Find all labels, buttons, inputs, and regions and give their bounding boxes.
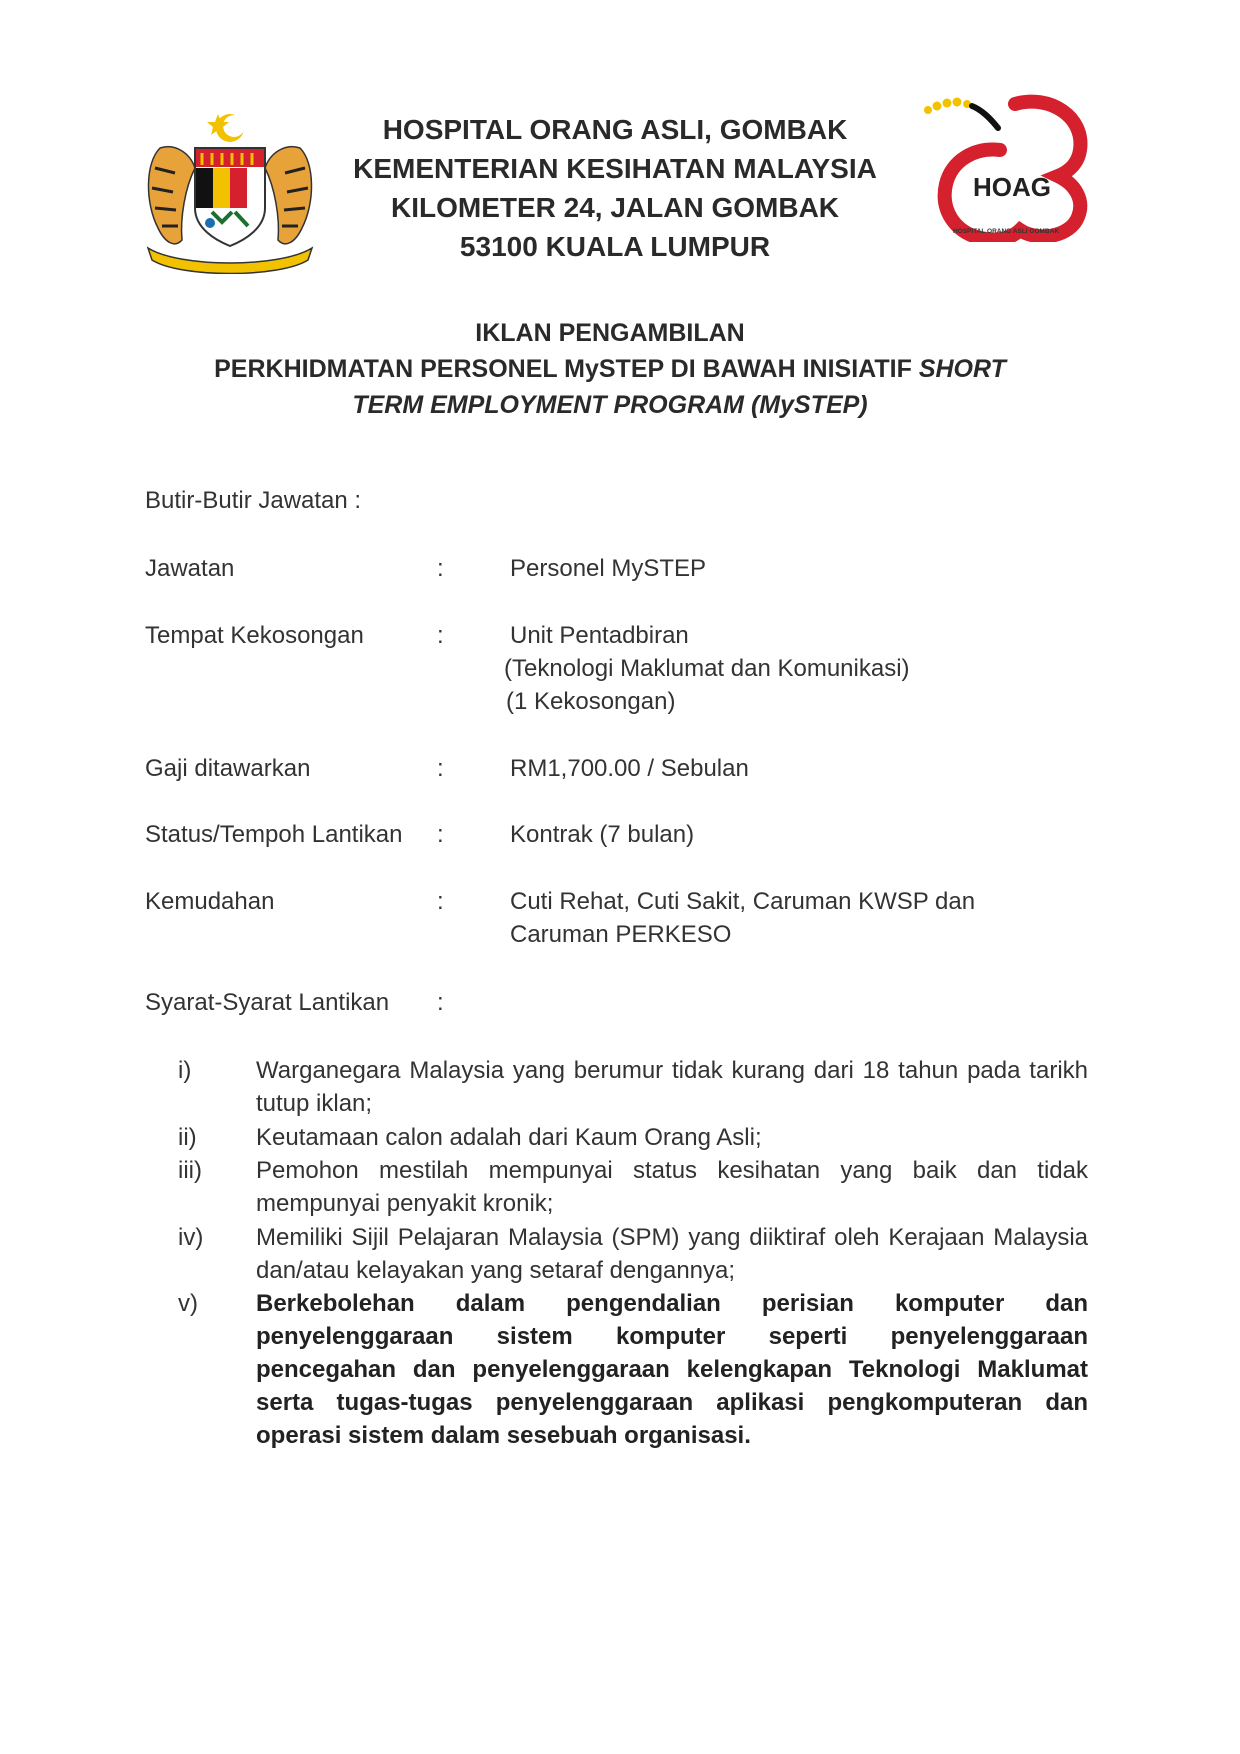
ministry-name: KEMENTERIAN KESIHATAN MALAYSIA xyxy=(353,153,877,184)
motto-ribbon xyxy=(148,248,312,274)
detail-label: Status/Tempoh Lantikan xyxy=(145,821,403,848)
detail-colon: : xyxy=(437,555,444,582)
detail-colon: : xyxy=(437,821,444,848)
detail-value-line: Personel MySTEP xyxy=(510,555,707,582)
hospital-name: HOSPITAL ORANG ASLI, GOMBAK xyxy=(382,114,848,145)
hoag-caption: HOSPITAL ORANG ASLI GOMBAK xyxy=(952,228,1060,235)
hospital-address-header xyxy=(330,110,900,266)
detail-value xyxy=(504,619,1110,718)
coat-of-arms-logo xyxy=(140,108,320,274)
detail-label: Gaji ditawarkan xyxy=(145,755,311,782)
detail-value-line: (Teknologi Maklumat dan Komunikasi) xyxy=(504,655,910,682)
detail-label: Tempat Kekosongan xyxy=(145,622,364,649)
title-line-2-main: PERKHIDMATAN PERSONEL MySTEP DI BAWAH INISIATIF xyxy=(214,355,919,383)
title-line-3: TERM EMPLOYMENT PROGRAM (MySTEP) xyxy=(352,391,868,419)
detail-value xyxy=(510,752,1110,785)
detail-value xyxy=(510,885,1110,951)
requirement-number: ii) xyxy=(178,1124,197,1151)
requirement-text: Pemohon mestilah mempunyai status kesihatan yang baik dan tidak mempunyai penyakit kronik; xyxy=(256,1157,1088,1217)
detail-value xyxy=(510,552,1110,585)
details-section-label: Butir-Butir Jawatan : xyxy=(145,487,362,514)
detail-colon: : xyxy=(437,888,444,915)
requirements-colon: : xyxy=(437,989,444,1016)
shield-icon xyxy=(195,148,265,246)
requirement-number: iii) xyxy=(178,1157,202,1184)
crescent-star-icon xyxy=(207,114,245,142)
hoag-logo xyxy=(920,92,1092,242)
requirement-text: Berkebolehan dalam pengendalian perisian komputer dan penyelenggaraan sistem komputer seperti penyelenggaraan pencegahan dan penyelenggaraan kelengkapan Teknologi Maklumat serta tugas-tugas penyelenggaraan aplikasi pengkomputeran dan operasi sistem dalam sesebuah organisasi. xyxy=(256,1290,1088,1449)
tiger-left-icon xyxy=(148,147,195,244)
requirement-number: iv) xyxy=(178,1224,204,1251)
detail-label: Kemudahan xyxy=(145,888,275,915)
title-line-2-italic: SHORT xyxy=(918,355,1006,383)
detail-value-line: Caruman PERKESO xyxy=(510,921,732,948)
detail-colon: : xyxy=(437,622,444,649)
address-line: KILOMETER 24, JALAN GOMBAK xyxy=(390,192,840,223)
postcode-city: 53100 KUALA LUMPUR xyxy=(459,231,771,262)
detail-value-line: Kontrak (7 bulan) xyxy=(510,821,695,848)
detail-value-line: Unit Pentadbiran xyxy=(510,622,689,649)
requirement-text: Warganegara Malaysia yang berumur tidak kurang dari 18 tahun pada tarikh tutup iklan; xyxy=(256,1057,1088,1117)
detail-value-line: RM1,700.00 / Sebulan xyxy=(510,755,749,782)
requirement-number: v) xyxy=(178,1290,198,1317)
detail-value-line: (1 Kekosongan) xyxy=(506,688,676,715)
bead-string-icon xyxy=(924,98,998,129)
hoag-text: HOAG xyxy=(973,172,1051,202)
detail-colon: : xyxy=(437,755,444,782)
title-line-1: IKLAN PENGAMBILAN xyxy=(475,319,745,347)
requirement-text: Keutamaan calon adalah dari Kaum Orang Asli; xyxy=(256,1124,762,1151)
advert-title xyxy=(150,315,1070,423)
tiger-right-icon xyxy=(265,147,312,244)
requirement-text: Memiliki Sijil Pelajaran Malaysia (SPM) yang diiktiraf oleh Kerajaan Malaysia dan/atau kelayakan yang setaraf dengannya; xyxy=(256,1224,1088,1284)
title-line-2 xyxy=(150,351,1070,387)
detail-value xyxy=(510,818,1110,851)
hoag-mark xyxy=(945,102,1081,240)
detail-value-line: Cuti Rehat, Cuti Sakit, Caruman KWSP dan xyxy=(510,888,976,915)
detail-label: Jawatan xyxy=(145,555,235,582)
requirement-number: i) xyxy=(178,1057,192,1084)
requirements-label: Syarat-Syarat Lantikan xyxy=(145,989,390,1016)
